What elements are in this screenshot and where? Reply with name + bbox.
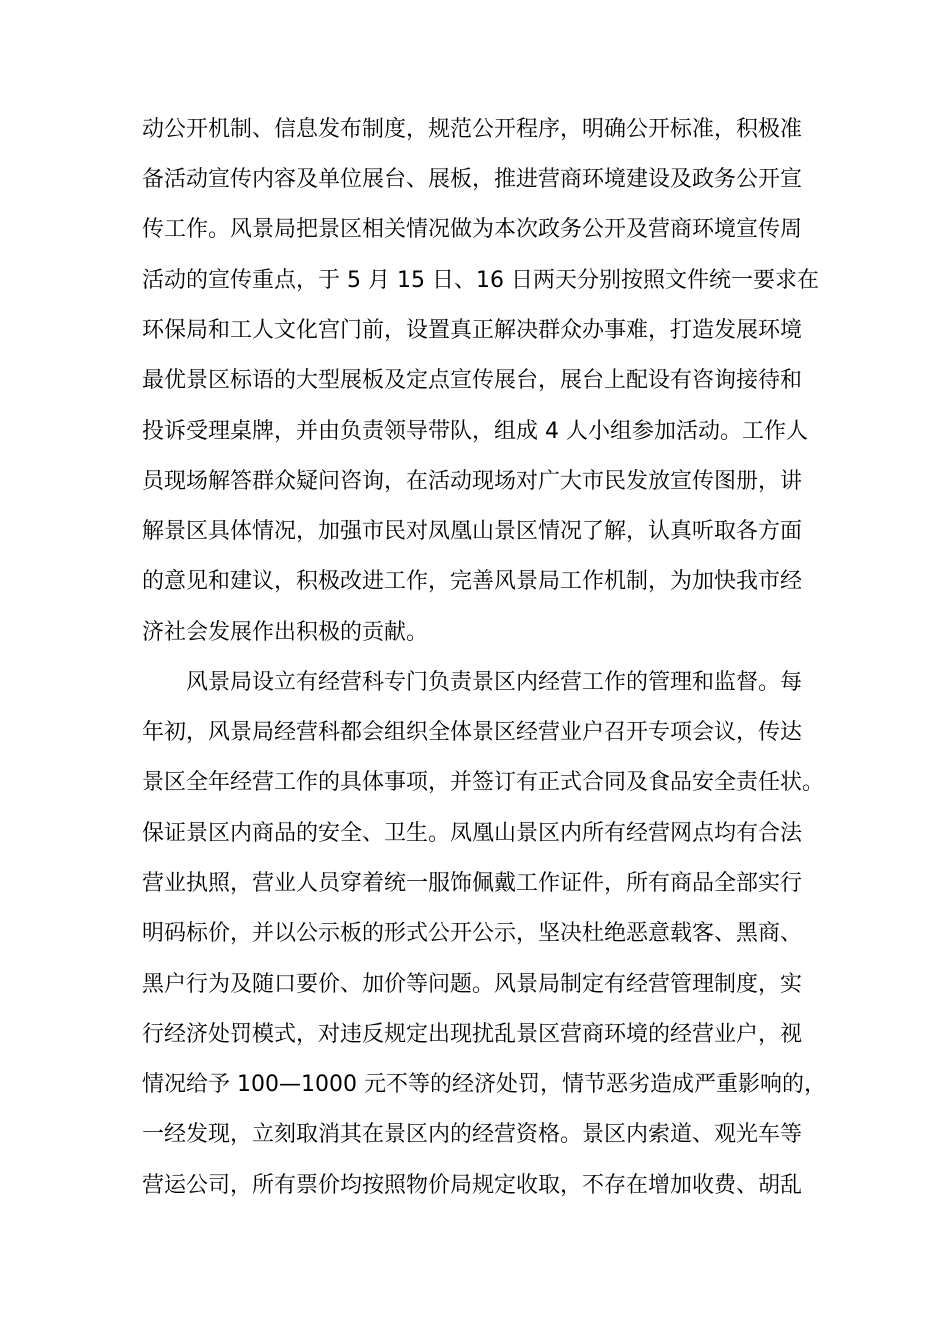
- text-line: 明码标价，并以公示板的形式公开公示，坚决杜绝恶意载客、黑商、: [142, 921, 803, 946]
- text-line: 保证景区内商品的安全、卫生。凤凰山景区内所有经营网点均有合法: [142, 821, 803, 846]
- text-line: 备活动宣传内容及单位展台、展板，推进营商环境建设及政务公开宣: [142, 167, 803, 192]
- text-line: 解景区具体情况，加强市民对凤凰山景区情况了解，认真听取各方面: [142, 519, 803, 544]
- text-line: 最优景区标语的大型展板及定点宣传展台，展台上配设有咨询接待和: [142, 368, 803, 393]
- text-line: 情况给予 100—1000 元不等的经济处罚，情节恶劣造成严重影响的，: [142, 1072, 826, 1097]
- text-line: 活动的宣传重点，于 5 月 15 日、16 日两天分别按照文件统一要求在: [142, 268, 819, 293]
- text-line: 环保局和工人文化宫门前，设置真正解决群众办事难，打造发展环境: [142, 318, 803, 343]
- text-line: 济社会发展作出积极的贡献。: [142, 620, 429, 645]
- text-line: 员现场解答群众疑问咨询，在活动现场对广大市民发放宣传图册，讲: [142, 469, 803, 494]
- text-line: 动公开机制、信息发布制度，规范公开程序，明确公开标准，积极准: [142, 117, 803, 142]
- text-line: 景区全年经营工作的具体事项，并签订有正式合同及食品安全责任状。: [142, 770, 825, 795]
- text-line: 一经发现，立刻取消其在景区内的经营资格。景区内索道、观光车等: [142, 1122, 803, 1147]
- text-line: 行经济处罚模式，对违反规定出现扰乱景区营商环境的经营业户，视: [142, 1022, 803, 1047]
- text-line: 营运公司，所有票价均按照物价局规定收取，不存在增加收费、胡乱: [142, 1173, 803, 1198]
- text-line: 黑户行为及随口要价、加价等问题。风景局制定有经营管理制度，实: [142, 972, 803, 997]
- text-line: 年初，风景局经营科都会组织全体景区经营业户召开专项会议，传达: [142, 720, 803, 745]
- text-line: 的意见和建议，积极改进工作，完善风景局工作机制，为加快我市经: [142, 569, 803, 594]
- text-line: 传工作。风景局把景区相关情况做为本次政务公开及营商环境宣传周: [142, 217, 803, 242]
- text-line: 投诉受理桌牌，并由负责领导带队，组成 4 人小组参加活动。工作人: [142, 419, 808, 444]
- text-line: 营业执照，营业人员穿着统一服饰佩戴工作证件，所有商品全部实行: [142, 871, 803, 896]
- paragraph-first-line: 风景局设立有经营科专门负责景区内经营工作的管理和监督。每: [186, 670, 803, 695]
